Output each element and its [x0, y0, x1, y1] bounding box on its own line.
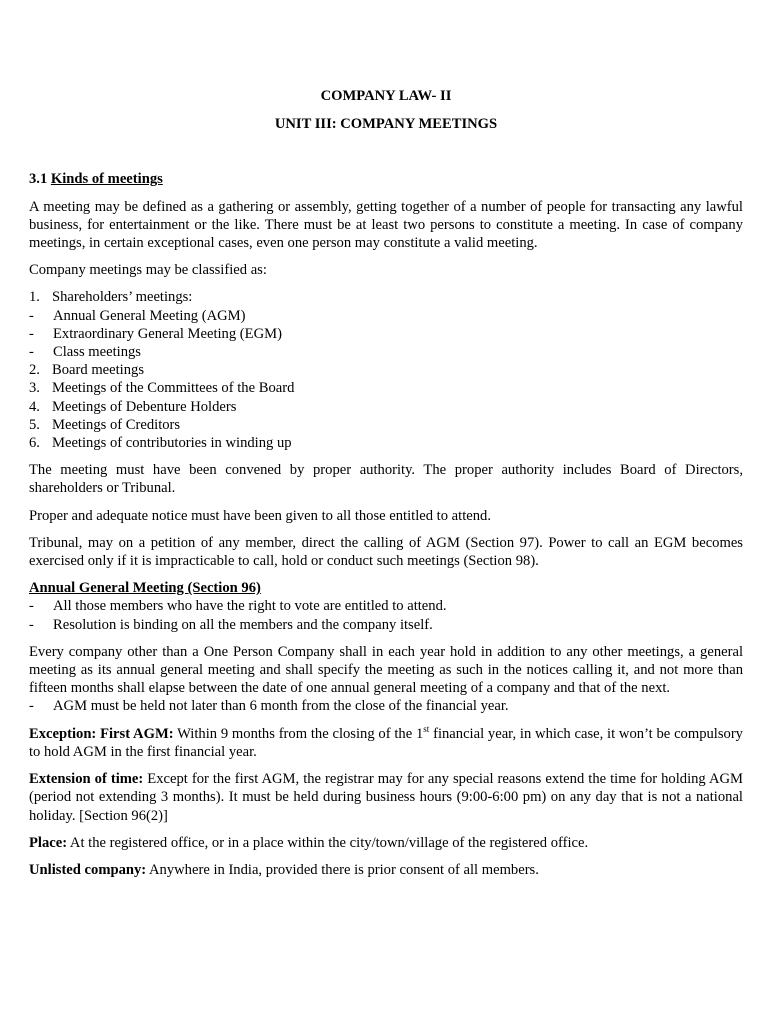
notice-paragraph: Proper and adequate notice must have been given to all those entitled to attend. — [29, 507, 491, 524]
list-item — [29, 416, 743, 434]
authority-paragraph: The meeting must have been convened by proper authority. The proper authority includes Board of Directors, shareholders or Tribunal. — [29, 462, 743, 497]
sublist-item — [29, 343, 743, 361]
section-heading-text: Kinds of meetings — [50, 171, 163, 188]
shareholder-sublist-wrap — [29, 307, 743, 362]
classified-intro: Company meetings may be classified as: — [29, 262, 267, 279]
bullet-text: Resolution is binding on all the members and the company itself. — [53, 616, 433, 633]
list-item — [29, 361, 743, 379]
tribunal-paragraph: Tribunal, may on a petition of any member, direct the calling of AGM (Section 97). Power to call an EGM becomes exercised only if it is impracticable to call, hold or conduct such meetings (Section 98). — [29, 534, 743, 570]
list-label: Board meetings — [52, 362, 145, 379]
dash-marker: - — [29, 598, 34, 615]
section-heading — [29, 170, 743, 188]
exception-label: Exception: First AGM: — [29, 725, 174, 742]
list-item — [29, 288, 743, 306]
unlisted-paragraph — [29, 861, 743, 879]
meetings-list — [29, 288, 743, 452]
agm-heading — [29, 579, 743, 597]
place-label: Place: — [29, 834, 68, 851]
intro-paragraph: A meeting may be defined as a gathering or assembly, getting together of a number of people for transacting any lawful business, for entertainment or the like. There must be at least two persons to constitute a meeting. In case of company meetings, in certain exceptional cases, even one person may constitute a valid meeting. — [29, 198, 743, 252]
list-label: Meetings of contributories in winding up — [52, 435, 292, 452]
list-number: 5. — [29, 416, 40, 433]
list-number: 3. — [29, 380, 40, 397]
agm-bullets — [29, 597, 743, 633]
exception-text-after: financial year, in which case, it won’t be compulsory to hold AGM in the first financial year. — [29, 725, 743, 760]
dash-marker: - — [29, 325, 34, 342]
every-company-paragraph: Every company other than a One Person Company shall in each year hold in addition to any other meetings, a general meeting as its annual general meeting and shall specify the meeting as such in the notices calling it, and not more than fifteen months shall elapse between the date of one annual general meeting of a company and that of the next. — [29, 643, 743, 697]
exception-text-before: Within 9 months from the closing of the 1 — [173, 725, 424, 742]
exception-superscript: st — [423, 723, 430, 734]
section-number: 3.1 — [29, 171, 48, 188]
list-item — [29, 398, 743, 416]
shareholder-sublist — [29, 307, 743, 362]
agm-heading-text: Annual General Meeting (Section 96) — [29, 580, 261, 597]
dash-marker: - — [29, 698, 34, 715]
unit-title: UNIT III: COMPANY MEETINGS — [274, 116, 498, 133]
document-body — [29, 87, 743, 879]
exception-paragraph — [29, 725, 743, 761]
list-number: 2. — [29, 362, 40, 379]
bullet-text: AGM must be held not later than 6 month from the close of the financial year. — [53, 698, 509, 715]
bullet-item — [29, 616, 743, 634]
place-paragraph — [29, 834, 743, 852]
document-title: COMPANY LAW- II — [320, 88, 452, 104]
list-number: 4. — [29, 398, 40, 415]
list-label: Meetings of the Committees of the Board — [52, 380, 295, 397]
dash-marker: - — [29, 344, 34, 361]
list-number: 1. — [29, 289, 40, 306]
bullet-text: All those members who have the right to vote are entitled to attend. — [53, 598, 447, 615]
list-item — [29, 379, 743, 397]
sublist-item — [29, 307, 743, 325]
list-item — [29, 434, 743, 452]
bullet-item — [29, 597, 743, 615]
list-label: Shareholders’ meetings: — [52, 289, 193, 306]
agm-time-bullets — [29, 697, 743, 715]
unlisted-text: Anywhere in India, provided there is prior consent of all members. — [146, 861, 539, 878]
sublist-label: Extraordinary General Meeting (EGM) — [53, 325, 282, 342]
sublist-label: Annual General Meeting (AGM) — [53, 307, 246, 324]
dash-marker: - — [29, 616, 34, 633]
extension-label: Extension of time: — [29, 771, 144, 788]
list-label: Meetings of Creditors — [52, 416, 181, 433]
extension-text: Except for the first AGM, the registrar may for any special reasons extend the time for holding AGM (period not extending 3 months). It must be held during business hours (9:00-6:00 pm) on any day that is not a national holiday. [Section 96(2)] — [29, 771, 743, 824]
place-text: At the registered office, or in a place within the city/town/village of the registered office. — [67, 834, 589, 851]
list-number: 6. — [29, 435, 40, 452]
dash-marker: - — [29, 307, 34, 324]
unlisted-label: Unlisted company: — [29, 861, 147, 878]
sublist-label: Class meetings — [53, 344, 141, 361]
bullet-item — [29, 697, 743, 715]
list-label: Meetings of Debenture Holders — [52, 398, 237, 415]
extension-paragraph — [29, 770, 743, 825]
sublist-item — [29, 325, 743, 343]
